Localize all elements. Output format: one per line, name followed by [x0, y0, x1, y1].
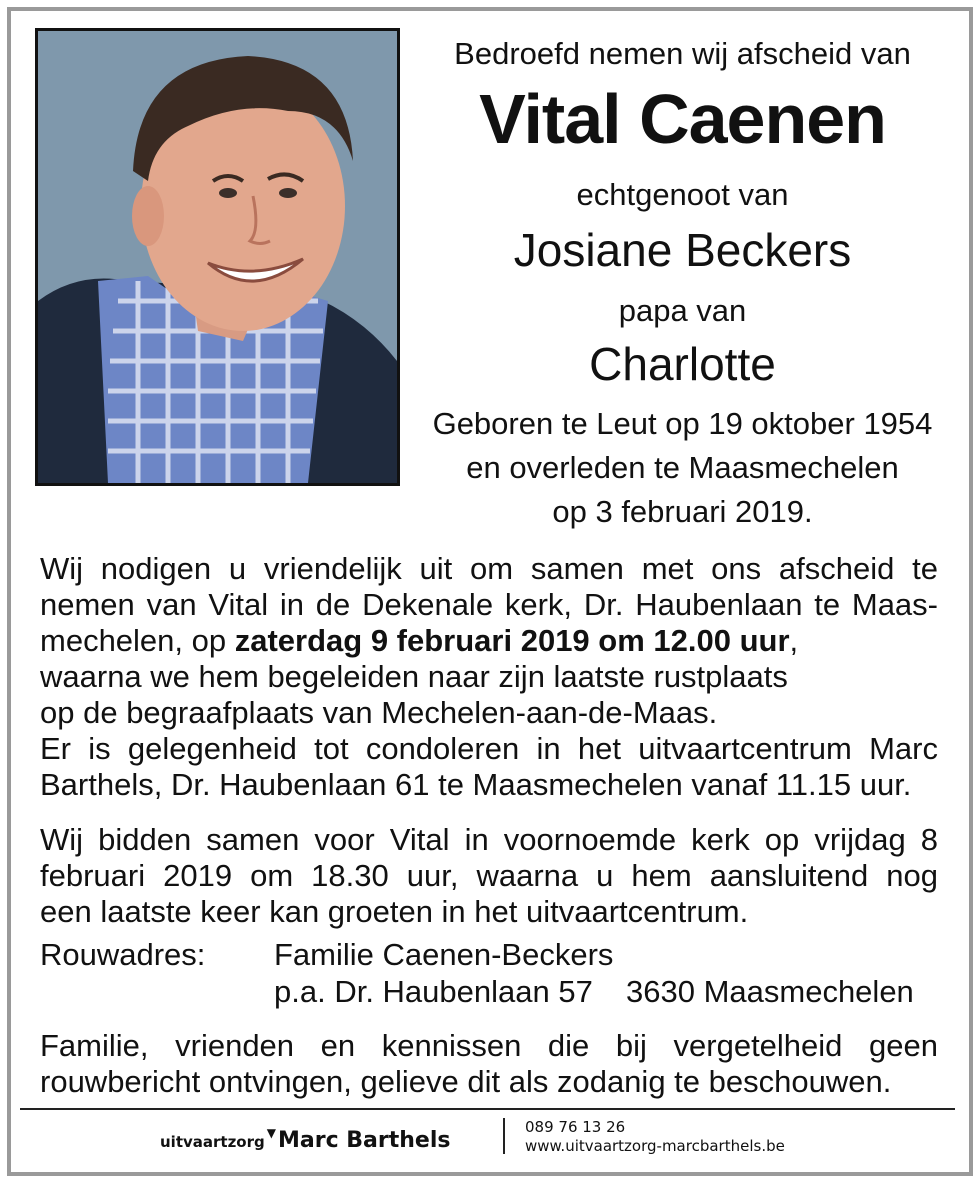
website-link[interactable]: www.uitvaartzorg-marcbarthels.be	[525, 1137, 785, 1155]
child-name: Charlotte	[589, 338, 776, 390]
portrait-photo	[35, 28, 400, 486]
spouse-name: Josiane Beckers	[513, 224, 852, 276]
closing-line: rouwbericht ontvingen, gelieve dit als zodanig te beschouwen.	[40, 1064, 892, 1099]
address-label: Rouwadres:	[40, 937, 206, 972]
phone-number: 089 76 13 26	[525, 1118, 626, 1136]
invitation-text: mechelen, op	[40, 623, 235, 658]
invitation-line	[40, 623, 938, 659]
logo-prefix: uitvaartzorg	[160, 1133, 265, 1151]
closing-paragraph	[40, 1028, 938, 1100]
invitation-line: waarna we hem begeleiden naar zijn laatste rustplaats	[40, 659, 788, 694]
prayer-line: een laatste keer kan groeten in het uitvaartcentrum.	[40, 894, 749, 929]
intro-text: Bedroefd nemen wij afscheid van	[454, 36, 911, 71]
logo-brand: Marc Barthels	[278, 1128, 451, 1153]
prayer-paragraph	[40, 822, 938, 930]
invitation-paragraph	[40, 551, 938, 803]
invitation-line: Barthels, Dr. Haubenlaan 61 te Maasmechelen vanaf 11.15 uur.	[40, 767, 912, 802]
prayer-line: Wij bidden samen voor Vital in voornoemde kerk op vrijdag 8	[40, 822, 938, 857]
address-street: p.a. Dr. Haubenlaan 57	[274, 974, 593, 1009]
invitation-line: Wij nodigen u vriendelijk uit om samen met ons afscheid te	[40, 551, 938, 586]
invitation-line: nemen van Vital in de Dekenale kerk, Dr. Haubenlaan te Maas-	[40, 587, 938, 622]
footer-divider	[20, 1108, 955, 1110]
portrait-image	[38, 31, 397, 483]
prayer-line: februari 2019 om 18.30 uur, waarna u hem aansluitend nog	[40, 858, 938, 893]
spouse-label: echtgenoot van	[576, 177, 789, 212]
death-line: en overleden te Maasmechelen	[466, 450, 899, 485]
child-label: papa van	[618, 293, 747, 328]
funeral-datetime: zaterdag 9 februari 2019 om 12.00 uur	[234, 623, 790, 658]
invitation-line: Er is gelegenheid tot condoleren in het uitvaartcentrum Marc	[40, 731, 938, 766]
footer-contact	[525, 1118, 785, 1156]
birth-death-info	[420, 402, 945, 534]
death-date-line: op 3 februari 2019.	[552, 494, 813, 529]
closing-line: Familie, vrienden en kennissen die bij vergetelheid geen	[40, 1028, 938, 1063]
footer-separator	[503, 1118, 505, 1154]
address-city: 3630 Maasmechelen	[626, 974, 914, 1009]
address-family: Familie Caenen-Beckers	[274, 937, 614, 972]
birth-line: Geboren te Leut op 19 oktober 1954	[432, 406, 933, 441]
deceased-name: Vital Caenen	[479, 80, 886, 158]
logo-triangle-icon: ▼	[266, 1126, 276, 1140]
invitation-line: op de begraafplaats van Mechelen-aan-de-Maas.	[40, 695, 718, 730]
funeral-home-logo	[160, 1128, 451, 1153]
invitation-text: ,	[789, 623, 799, 658]
